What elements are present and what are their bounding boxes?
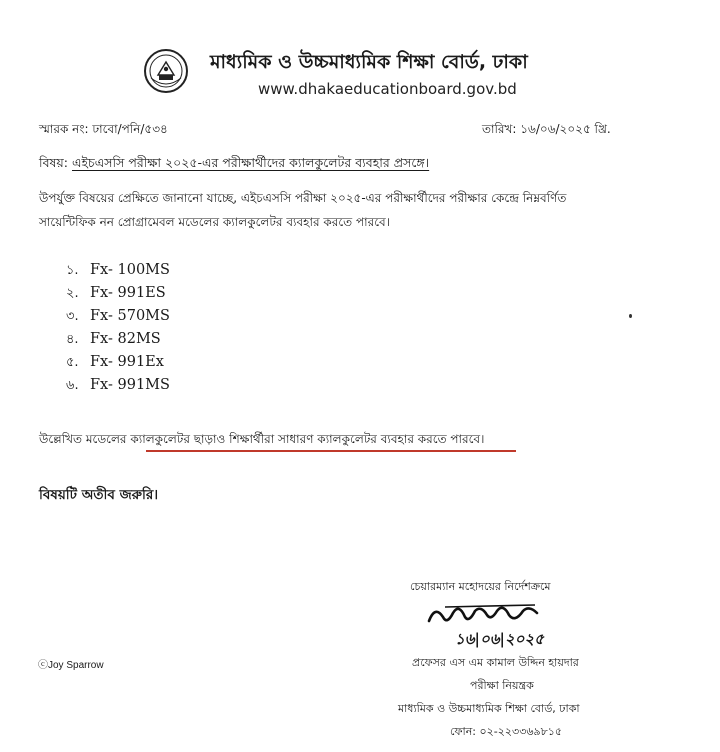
list-item-number: ৪. [66, 332, 79, 347]
subject-line [39, 155, 429, 175]
note-highlight-underline [146, 450, 516, 452]
urgent-notice: বিষয়টি অতীব জরুরি। [39, 487, 159, 503]
board-seal-icon [143, 48, 189, 94]
list-item-model: Fx- 570MS [90, 308, 170, 324]
list-item-number: ৩. [66, 309, 79, 324]
signature-directive: চেয়ারম্যান মহোদয়ের নির্দেশক্রমে [410, 580, 551, 593]
calculator-model-list [66, 261, 170, 399]
signatory-organization: মাধ্যমিক ও উচ্চমাধ্যমিক শিক্ষা বোর্ড, ঢাকা [398, 702, 580, 715]
list-item [66, 353, 170, 376]
list-item [66, 307, 170, 330]
list-item [66, 330, 170, 353]
list-item-number: ৬. [66, 378, 79, 393]
board-name: মাধ্যমিক ও উচ্চমাধ্যমিক শিক্ষা বোর্ড, ঢাকা [210, 51, 528, 73]
list-item-model: Fx- 991MS [90, 377, 170, 393]
general-calculator-note: উল্লেখিত মডেলের ক্যালকুলেটর ছাড়াও শিক্ষার্থীরা সাধারণ ক্যালকুলেটর ব্যবহার করতে পারবে। [39, 432, 485, 446]
signatory-title: পরীক্ষা নিয়ন্ত্রক [470, 679, 534, 692]
subject-label: বিষয়: [39, 155, 69, 170]
handwritten-signature [425, 597, 545, 631]
body-line-2: সায়েন্টিফিক নন প্রোগ্রামেবল মডেলের ক্যালকুলেটর ব্যবহার করতে পারবে। [39, 215, 391, 229]
scan-speck [629, 314, 632, 318]
body-line-1: উপর্যুক্ত বিষয়ের প্রেক্ষিতে জানানো যাচ্ছে, এইচএসসি পরীক্ষা ২০২৫-এর পরীক্ষার্থীদের পরীক্ষার কেন্দ্রে নিম্নবর্ণিত [39, 191, 567, 205]
subject-text: এইচএসসি পরীক্ষা ২০২৫-এর পরীক্ষার্থীদের ক্যালকুলেটর ব্যবহার প্রসঙ্গে। [72, 155, 430, 170]
signatory-phone: ফোন: ০২-২২৩৩৬৯৮১৫ [450, 725, 563, 738]
list-item [66, 376, 170, 399]
list-item-model: Fx- 100MS [90, 262, 170, 278]
image-credit: ⓒJoy Sparrow [38, 660, 104, 671]
memo-date: তারিখ: ১৬/০৬/২০২৫ খ্রি. [482, 122, 611, 136]
list-item-model: Fx- 82MS [90, 331, 161, 347]
list-item [66, 261, 170, 284]
list-item-model: Fx- 991ES [90, 285, 166, 301]
list-item-number: ২. [66, 286, 79, 301]
memo-number: স্মারক নং: ঢাবো/পনি/৫৩৪ [39, 122, 168, 136]
list-item-number: ৫. [66, 355, 79, 370]
list-item-model: Fx- 991Ex [90, 354, 164, 370]
list-item [66, 284, 170, 307]
handwritten-date: ১৬|০৬|২০২৫ [455, 630, 544, 648]
signatory-name: প্রফেসর এস এম কামাল উদ্দিন হায়দার [412, 656, 579, 669]
list-item-number: ১. [66, 263, 79, 278]
board-website: www.dhakaeducationboard.gov.bd [258, 80, 517, 98]
